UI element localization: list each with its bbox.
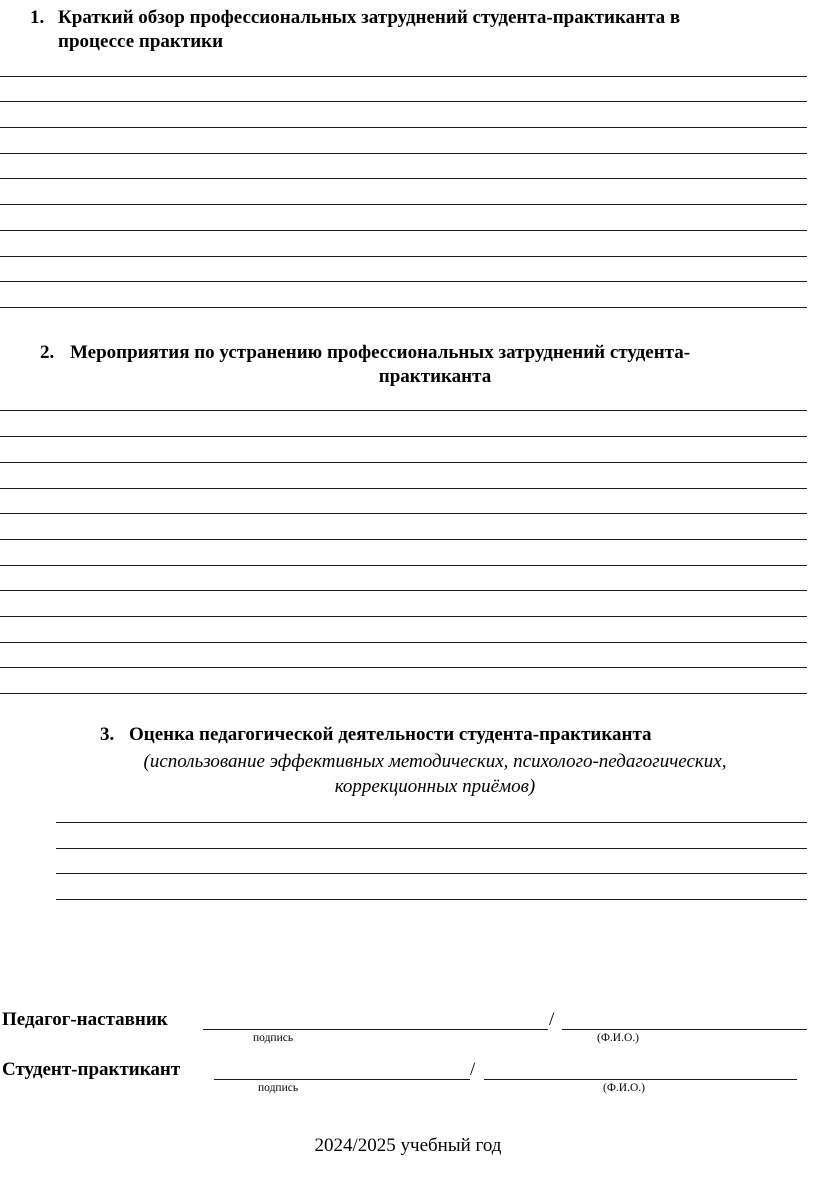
answer-line[interactable] bbox=[56, 822, 807, 823]
answer-line[interactable] bbox=[0, 127, 807, 128]
section-1-title-line-2: процессе практики bbox=[58, 31, 224, 52]
answer-line[interactable] bbox=[0, 565, 807, 566]
answer-line[interactable] bbox=[0, 76, 807, 77]
section-2-title-line-1: Мероприятия по устранению профессиональных затруднений студента- bbox=[70, 342, 691, 363]
mentor-signature-caption: подпись bbox=[253, 1032, 294, 1044]
section-3-subtitle-line-1: (использование эффективных методических, психолого-педагогических, bbox=[143, 751, 727, 772]
answer-line[interactable] bbox=[0, 590, 807, 591]
answer-line[interactable] bbox=[0, 513, 807, 514]
answer-line[interactable] bbox=[0, 204, 807, 205]
answer-line[interactable] bbox=[0, 488, 807, 489]
mentor-signature-line[interactable] bbox=[203, 1029, 548, 1030]
student-signature-caption: подпись bbox=[258, 1082, 299, 1094]
section-1-number: 1. bbox=[30, 7, 45, 28]
answer-line[interactable] bbox=[0, 539, 807, 540]
section-2-number: 2. bbox=[40, 342, 55, 363]
mentor-name-line[interactable] bbox=[562, 1029, 807, 1030]
answer-line[interactable] bbox=[0, 436, 807, 437]
answer-line[interactable] bbox=[56, 899, 807, 900]
answer-line[interactable] bbox=[0, 101, 807, 102]
section-1-title-line-1: Краткий обзор профессиональных затруднений студента-практиканта в bbox=[58, 7, 681, 28]
answer-line[interactable] bbox=[0, 307, 807, 308]
answer-line[interactable] bbox=[0, 642, 807, 643]
student-separator: / bbox=[470, 1059, 476, 1080]
student-name-caption: (Ф.И.О.) bbox=[603, 1082, 645, 1094]
answer-line[interactable] bbox=[0, 256, 807, 257]
section-2-title-line-2: практиканта bbox=[378, 366, 492, 387]
answer-line[interactable] bbox=[0, 616, 807, 617]
answer-line[interactable] bbox=[56, 848, 807, 849]
section-3-title: Оценка педагогической деятельности студента-практиканта bbox=[129, 724, 652, 745]
answer-line[interactable] bbox=[56, 873, 807, 874]
mentor-name-caption: (Ф.И.О.) bbox=[597, 1032, 639, 1044]
academic-year: 2024/2025 учебный год bbox=[314, 1135, 502, 1156]
answer-line[interactable] bbox=[0, 230, 807, 231]
mentor-separator: / bbox=[549, 1009, 555, 1030]
section-3-number: 3. bbox=[100, 724, 115, 745]
student-signature-line[interactable] bbox=[214, 1079, 470, 1080]
answer-line[interactable] bbox=[0, 462, 807, 463]
answer-line[interactable] bbox=[0, 667, 807, 668]
answer-line[interactable] bbox=[0, 281, 807, 282]
mentor-label: Педагог-наставник bbox=[2, 1009, 168, 1030]
answer-line[interactable] bbox=[0, 693, 807, 694]
section-3-subtitle-line-2: коррекционных приёмов) bbox=[334, 776, 536, 797]
answer-line[interactable] bbox=[0, 178, 807, 179]
student-name-line[interactable] bbox=[484, 1079, 797, 1080]
answer-line[interactable] bbox=[0, 153, 807, 154]
answer-line[interactable] bbox=[0, 410, 807, 411]
student-label: Студент-практикант bbox=[2, 1059, 181, 1080]
